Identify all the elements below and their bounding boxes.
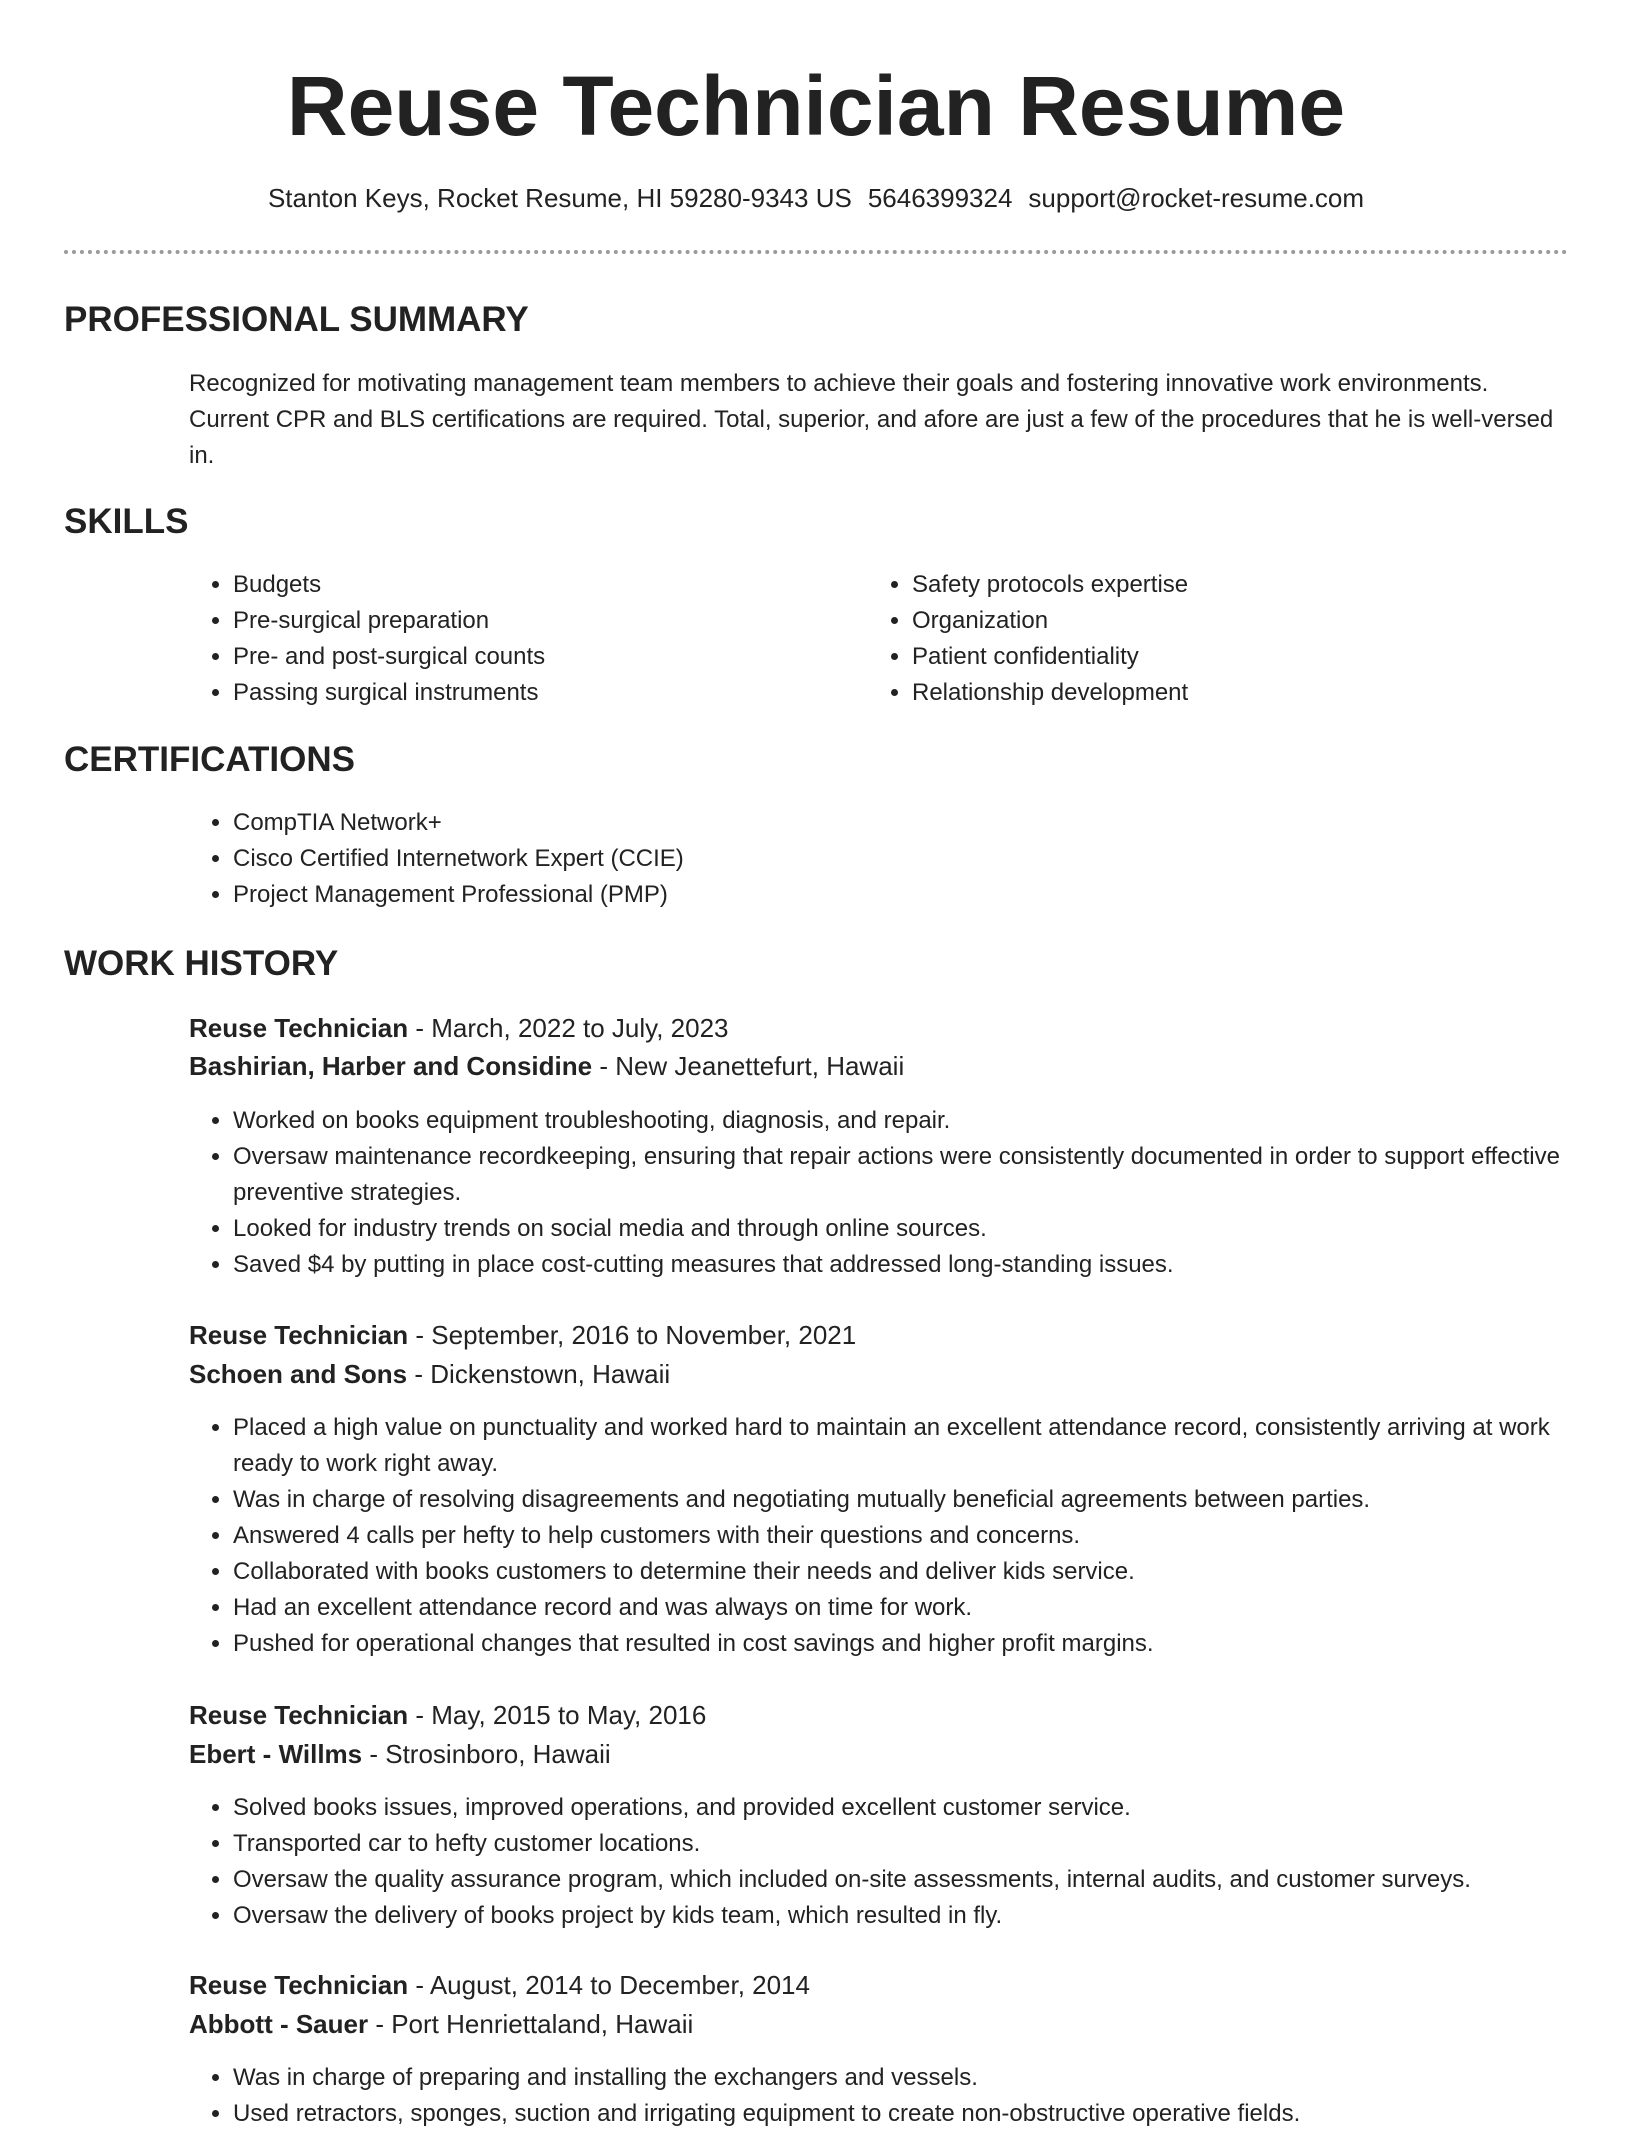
job-bullet: • Collaborated with books customers to determine their needs and deliver kids service.: [233, 1554, 1603, 1590]
skill-item: • Passing surgical instruments: [233, 675, 853, 711]
job-location: - New Jeanettefurt, Hawaii: [592, 1051, 905, 1081]
contact-line: [0, 180, 1632, 216]
job-bullet: • Oversaw maintenance recordkeeping, ensuring that repair actions were consistently documented in order to support effective preventive strategies.: [233, 1139, 1603, 1211]
job-bullet: • Oversaw the delivery of books project by kids team, which resulted in fly.: [233, 1898, 1603, 1934]
job-bullet: • Was in charge of preparing and installing the exchangers and vessels.: [233, 2060, 1603, 2096]
header-divider: [64, 250, 1568, 254]
certification-item: • Cisco Certified Internetwork Expert (CCIE): [233, 841, 1533, 877]
job-bullet: • Had an excellent attendance record and was always on time for work.: [233, 1590, 1603, 1626]
skill-item: • Pre- and post-surgical counts: [233, 639, 853, 675]
job-bullet: • Pushed for operational changes that resulted in cost savings and higher profit margins.: [233, 1626, 1603, 1662]
summary-heading: PROFESSIONAL SUMMARY: [64, 300, 529, 339]
job-location: - Strosinboro, Hawaii: [362, 1739, 611, 1769]
resume-title: Reuse Technician Resume: [286, 59, 1346, 153]
job-bullet: • Looked for industry trends on social media and through online sources.: [233, 1211, 1603, 1247]
skill-item: • Organization: [912, 603, 1552, 639]
job-company: Abbott - Sauer: [189, 2009, 369, 2039]
job-bullet: • Used retractors, sponges, suction and irrigating equipment to create non-obstructive operative fields.: [233, 2096, 1603, 2132]
summary-text: Recognized for motivating management team members to achieve their goals and fostering innovative work environments. Current CPR and BLS certifications are required. Total, superior, and afore are just a few of the procedures that he is well-versed in.: [189, 370, 1554, 469]
skills-list-right: [868, 567, 1552, 711]
job-bullet: • Saved $4 by putting in place cost-cutting measures that addressed long-standing issues.: [233, 1247, 1603, 1283]
job-company-line: [189, 1735, 611, 1773]
job-company: Bashirian, Harber and Considine: [189, 1051, 593, 1081]
certification-item: • CompTIA Network+: [233, 805, 1533, 841]
job-title-line: [189, 1966, 810, 2004]
job-location: - Dickenstown, Hawaii: [407, 1359, 671, 1389]
job-location: - Port Henriettaland, Hawaii: [368, 2009, 694, 2039]
skill-item: • Safety protocols expertise: [912, 567, 1552, 603]
skill-item: • Pre-surgical preparation: [233, 603, 853, 639]
work-history-heading: WORK HISTORY: [64, 944, 339, 983]
job-bullet: • Oversaw the quality assurance program, which included on-site assessments, internal audits, and customer surveys.: [233, 1862, 1603, 1898]
job-dates: - August, 2014 to December, 2014: [408, 1970, 810, 2000]
job-bullets: [189, 1790, 1603, 1934]
job-dates: - May, 2015 to May, 2016: [408, 1700, 707, 1730]
job-bullet: • Transported car to hefty customer locations.: [233, 1826, 1603, 1862]
job-bullet: • Solved books issues, improved operations, and provided excellent customer service.: [233, 1790, 1603, 1826]
job-bullets: [189, 2060, 1603, 2132]
job-title: Reuse Technician: [189, 1320, 409, 1350]
skills-list-left: [189, 567, 853, 711]
job-dates: - September, 2016 to November, 2021: [408, 1320, 857, 1350]
certifications-list: [189, 805, 1533, 913]
job-bullet: • Placed a high value on punctuality and worked hard to maintain an excellent attendance record, consistently arriving at work ready to work right away.: [233, 1410, 1603, 1482]
contact-phone: 5646399324: [867, 183, 1013, 213]
job-bullet: • Worked on books equipment troubleshooting, diagnosis, and repair.: [233, 1103, 1603, 1139]
job-company: Schoen and Sons: [189, 1359, 408, 1389]
job-dates: - March, 2022 to July, 2023: [408, 1013, 729, 1043]
job-company-line: [189, 1355, 670, 1393]
job-bullets: [189, 1410, 1603, 1662]
skill-item: • Budgets: [233, 567, 853, 603]
skills-heading: SKILLS: [64, 502, 189, 541]
skill-item: • Patient confidentiality: [912, 639, 1552, 675]
skill-item: • Relationship development: [912, 675, 1552, 711]
job-bullet: • Was in charge of resolving disagreements and negotiating mutually beneficial agreements between parties.: [233, 1482, 1603, 1518]
job-title-line: [189, 1009, 729, 1047]
job-title: Reuse Technician: [189, 1013, 409, 1043]
job-company: Ebert - Willms: [189, 1739, 363, 1769]
job-title-line: [189, 1316, 856, 1354]
job-company-line: [189, 2005, 693, 2043]
job-title: Reuse Technician: [189, 1700, 409, 1730]
job-bullets: [189, 1103, 1603, 1283]
certifications-heading: CERTIFICATIONS: [64, 740, 356, 779]
certification-item: • Project Management Professional (PMP): [233, 877, 1533, 913]
job-company-line: [189, 1047, 904, 1085]
job-title: Reuse Technician: [189, 1970, 409, 2000]
job-title-line: [189, 1696, 706, 1734]
contact-email: support@rocket-resume.com: [1028, 183, 1365, 213]
contact-address: Stanton Keys, Rocket Resume, HI 59280-9343 US: [267, 183, 852, 213]
job-bullet: • Answered 4 calls per hefty to help customers with their questions and concerns.: [233, 1518, 1603, 1554]
